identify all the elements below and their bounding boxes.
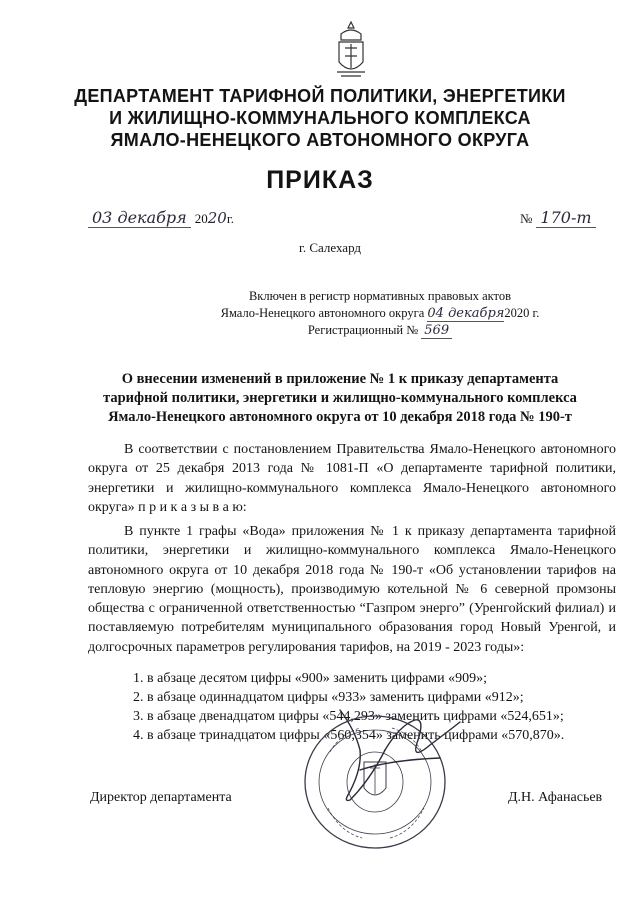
amendment-item-3: 3. в абзаце двенадцатом цифры «544,293» заменить цифрами «524,651»; (133, 709, 564, 724)
coat-of-arms-icon (333, 20, 369, 82)
registry-number-handwritten: 569 (421, 323, 452, 339)
registry-line-2 (150, 305, 610, 322)
department-name-line-1: ДЕПАРТАМЕНТ ТАРИФНОЙ ПОЛИТИКИ, ЭНЕРГЕТИКИ (74, 86, 566, 106)
number-label: № (520, 211, 533, 226)
handwritten-signature (300, 700, 480, 820)
registry-date-handwritten: 04 декабря (427, 306, 505, 321)
department-name-line-3: ЯМАЛО-НЕНЕЦКОГО АВТОНОМНОГО ОКРУГА (110, 130, 530, 150)
signatory-name: Д.Н. Афанасьев (508, 790, 603, 805)
amendment-item-4: 4. в абзаце тринадцатом цифры «560,354» заменить цифрами «570,870». (133, 728, 565, 743)
order-number (520, 208, 596, 228)
paragraph-amendment (88, 522, 616, 657)
registry-number-label: Регистрационный № (307, 323, 419, 337)
department-name-line-2: И ЖИЛИЩНО-КОММУНАЛЬНОГО КОМПЛЕКСА (109, 108, 531, 128)
number-handwritten: 170-т (536, 208, 595, 228)
order-date (88, 208, 234, 228)
registry-region: Ямало-Ненецкого автономного округа (220, 306, 425, 320)
date-year-prefix: 20 (194, 211, 208, 226)
amendment-item-1: 1. в абзаце десятом цифры «900» заменить цифрами «909»; (133, 671, 488, 686)
paragraph-basis (88, 440, 616, 517)
city: г. Салехард (298, 240, 362, 255)
document-type-title: ПРИКАЗ (266, 166, 374, 194)
subject-line-1: О внесении изменений в приложение № 1 к приказу департамента (121, 371, 559, 387)
subject-line-3: Ямало-Ненецкого автономного округа от 10 декабря 2018 года № 190-т (108, 409, 572, 425)
date-handwritten: 03 декабря (88, 208, 191, 228)
registry-line-1: Включен в регистр нормативных правовых актов (248, 289, 512, 303)
date-year-handwritten: 20 (207, 209, 227, 227)
registry-year: 2020 г. (504, 306, 540, 320)
paragraph-basis-text: В соответствии с постановлением Правительства Ямало-Ненецкого автономного округа от 25 декабря 2013 года № 1081-П «О департаменте тарифной политики, энергетики и жилищно-коммунального комплекса Ямало-Ненецкого автономного округа» п р и к а з ы в а ю: (88, 442, 616, 515)
paragraph-amendment-text: В пункте 1 графы «Вода» приложения № 1 к приказу департамента тарифной политики, энергетики и жилищно-коммунального комплекса Ямало-Ненецкого автономного округа от 10 декабря 2018 года № 190-т «Об установлении тарифов на тепловую энергию (мощность), производимую котельной № 6 северной промзоны общества с ограниченной ответственностью “Газпром энерго” (Уренгойский филиал) и поставляемую потребителям муниципального образования город Новый Уренгой, и долгосрочных параметров регулирования тарифов, на 2019 - 2023 годы»: (88, 524, 616, 655)
amendment-item-2: 2. в абзаце одиннадцатом цифры «933» заменить цифрами «912»; (133, 690, 524, 705)
registry-line-3 (150, 322, 610, 339)
date-suffix: г. (226, 211, 234, 226)
subject-line-2: тарифной политики, энергетики и жилищно-коммунального комплекса (103, 390, 577, 406)
signatory-position: Директор департамента (90, 790, 232, 805)
